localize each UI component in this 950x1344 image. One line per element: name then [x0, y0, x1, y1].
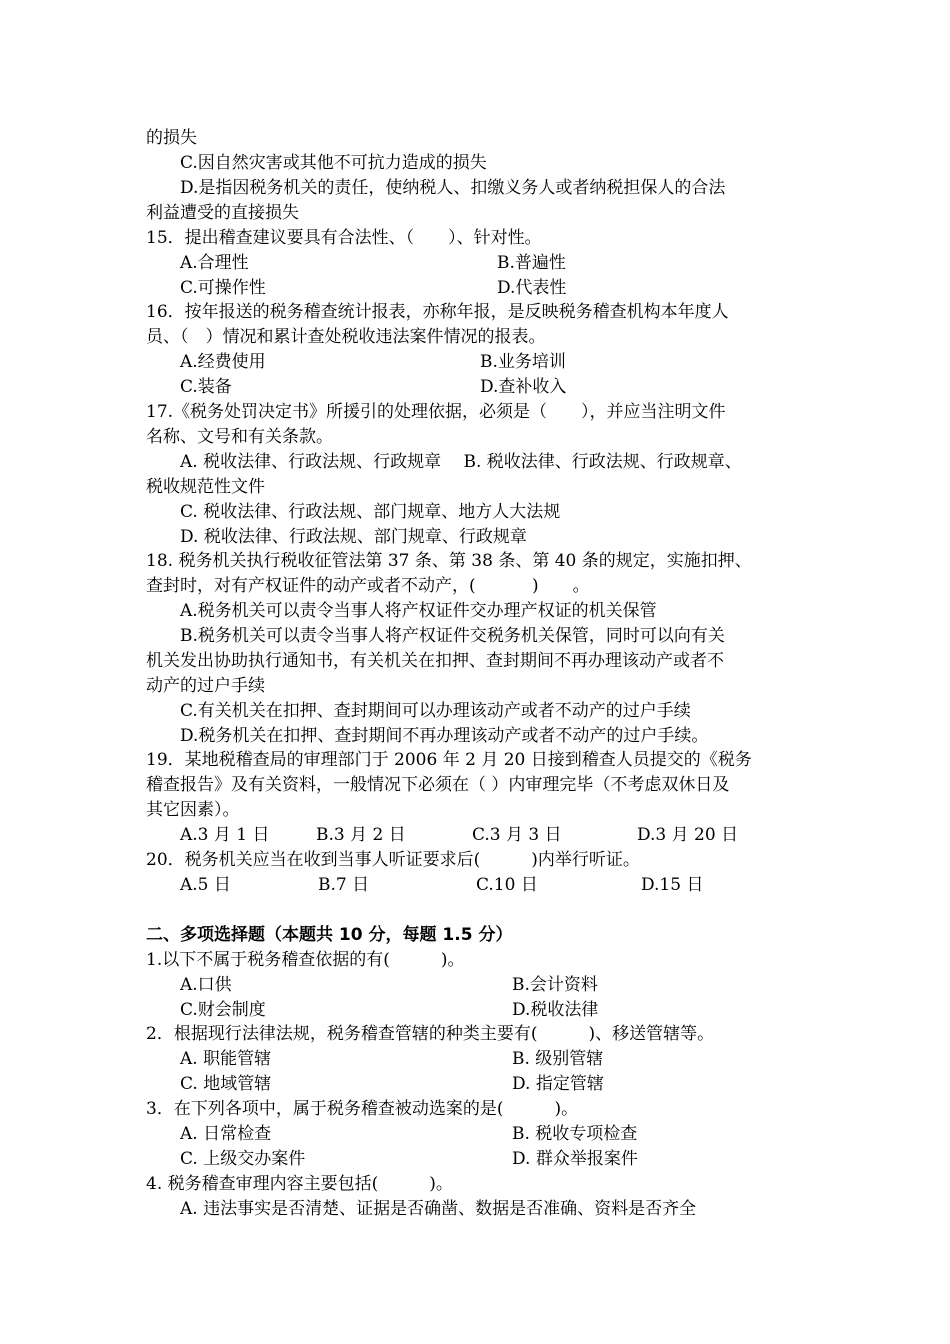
option-d: D.15 日 — [641, 875, 704, 895]
question-19: 19．某地税稽查局的审理部门于 2006 年 2 月 20 日接到稽查人员提交的《税务 — [146, 750, 752, 770]
option-b: B.税务机关可以责令当事人将产权证件交税务机关保管，同时可以向有关 — [180, 626, 725, 646]
option-d: D. 指定管辖 — [512, 1074, 604, 1094]
option-c: C.装备 — [180, 377, 232, 397]
section-heading: 二、多项选择题（本题共 10 分，每题 1.5 分） — [146, 925, 513, 945]
option-b: B.会计资料 — [512, 975, 598, 995]
option-a: A.合理性 — [180, 253, 249, 273]
option-c: C.财会制度 — [180, 1000, 266, 1020]
text-line: 利益遭受的直接损失 — [146, 203, 299, 223]
option-a: A. 日常检查 — [180, 1124, 272, 1144]
option-b: B.7 日 — [318, 875, 370, 895]
option-b: B. 级别管辖 — [512, 1049, 604, 1069]
question-16-cont: 员、（ ）情况和累计查处税收违法案件情况的报表。 — [146, 327, 546, 347]
option-b-cont: 动产的过户手续 — [146, 676, 265, 696]
option-d: D.是指因税务机关的责任，使纳税人、扣缴义务人或者纳税担保人的合法 — [180, 178, 726, 198]
option-a: A.口供 — [180, 975, 232, 995]
option-d: D.税务机关在扣押、查封期间不再办理该动产或者不动产的过户手续。 — [180, 726, 709, 746]
question-20: 20．税务机关应当在收到当事人听证要求后( )内举行听证。 — [146, 850, 640, 870]
option-d: D.3 月 20 日 — [637, 825, 739, 845]
question-17: 17.《税务处罚决定书》所援引的处理依据，必须是（ ），并应当注明文件 — [146, 402, 726, 422]
multi-question-3: 3．在下列各项中，属于税务稽查被动选案的是( )。 — [146, 1099, 579, 1119]
option-b: B.业务培训 — [480, 352, 566, 372]
multi-question-2: 2．根据现行法律法规，税务稽查管辖的种类主要有( )、移送管辖等。 — [146, 1024, 715, 1044]
option-d: D.查补收入 — [480, 377, 567, 397]
option-a: A. 职能管辖 — [180, 1049, 272, 1069]
option-a: A. 违法事实是否清楚、证据是否确凿、数据是否准确、资料是否齐全 — [180, 1199, 697, 1219]
option-c: C. 地域管辖 — [180, 1074, 272, 1094]
option-b: B.普遍性 — [497, 253, 566, 273]
question-16: 16．按年报送的税务稽查统计报表，亦称年报，是反映税务稽查机构本年度人 — [146, 302, 729, 322]
question-18-cont: 查封时，对有产权证件的动产或者不动产，( ) 。 — [146, 576, 590, 596]
option-c: C. 上级交办案件 — [180, 1149, 306, 1169]
question-15: 15．提出稽查建议要具有合法性、（ ）、针对性。 — [146, 228, 542, 248]
option-c: C.因自然灾害或其他不可抗力造成的损失 — [180, 153, 487, 173]
option-d: D. 群众举报案件 — [512, 1149, 638, 1169]
option-c: C.有关机关在扣押、查封期间可以办理该动产或者不动产的过户手续 — [180, 701, 691, 721]
option-b: B. 税收专项检查 — [512, 1124, 638, 1144]
option-c: C. 税收法律、行政法规、部门规章、地方人大法规 — [180, 502, 561, 522]
option-a: A.3 月 1 日 — [180, 825, 270, 845]
text-line: 的损失 — [146, 128, 197, 148]
option-a: A.5 日 — [180, 875, 231, 895]
option-b-cont: 税收规范性文件 — [146, 477, 265, 497]
multi-question-4: 4. 税务稽查审理内容主要包括( )。 — [146, 1174, 453, 1194]
question-18: 18. 税务机关执行税收征管法第 37 条、第 38 条、第 40 条的规定，实施扣押、 — [146, 551, 752, 571]
option-d: D. 税收法律、行政法规、部门规章、行政规章 — [180, 527, 527, 547]
option-b-cont: 机关发出协助执行通知书，有关机关在扣押、查封期间不再办理该动产或者不 — [146, 651, 724, 671]
option-a-b: A. 税收法律、行政法规、行政规章 B. 税收法律、行政法规、行政规章、 — [180, 452, 742, 472]
question-19-cont: 其它因素）。 — [146, 800, 240, 820]
option-c: C.3 月 3 日 — [472, 825, 562, 845]
option-d: D.税收法律 — [512, 1000, 599, 1020]
option-c: C.可操作性 — [180, 278, 266, 298]
option-d: D.代表性 — [497, 278, 567, 298]
option-b: B.3 月 2 日 — [316, 825, 406, 845]
option-a: A.税务机关可以责令当事人将产权证件交办理产权证的机关保管 — [180, 601, 657, 621]
multi-question-1: 1.以下不属于税务稽查依据的有( )。 — [146, 950, 465, 970]
option-a: A.经费使用 — [180, 352, 266, 372]
question-19-cont: 稽查报告》及有关资料，一般情况下必须在（ ）内审理完毕（不考虑双休日及 — [146, 775, 730, 795]
option-c: C.10 日 — [476, 875, 538, 895]
question-17-cont: 名称、文号和有关条款。 — [146, 427, 333, 447]
